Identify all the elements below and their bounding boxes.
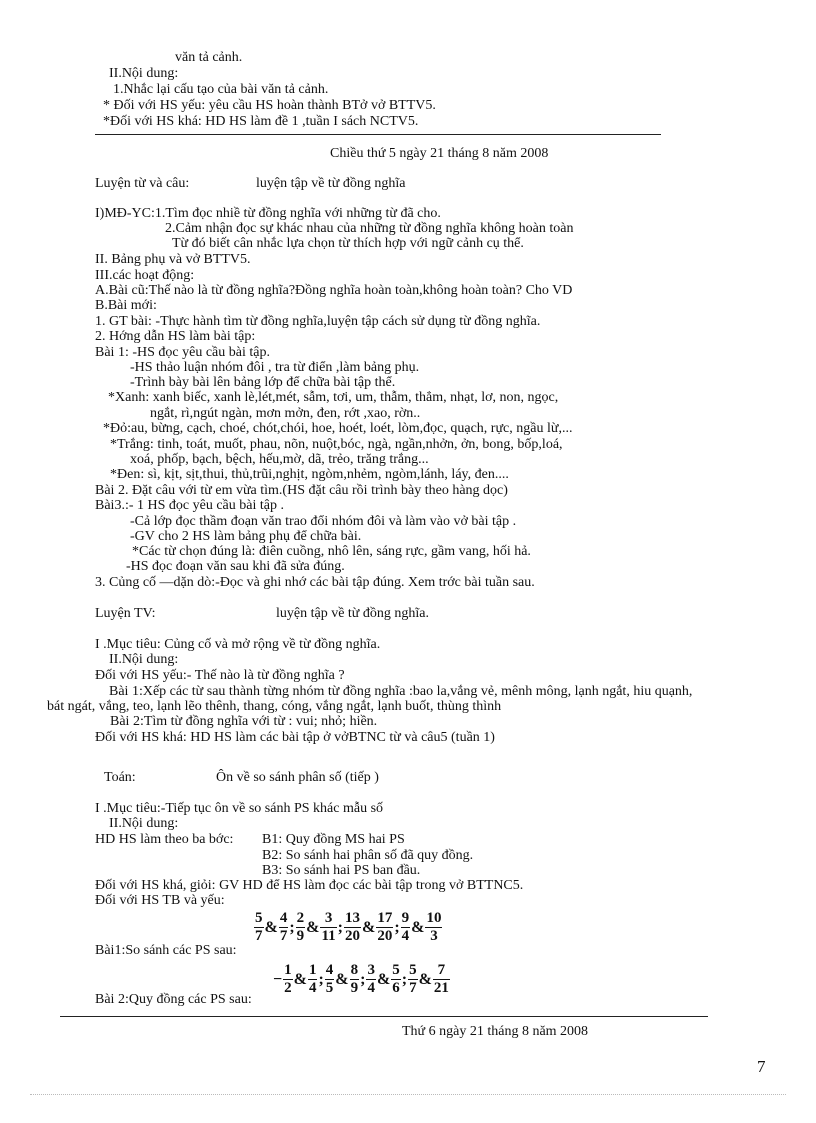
fraction-denominator: 4 (401, 928, 410, 944)
fraction-operator: ; (401, 970, 408, 988)
fraction (325, 962, 335, 997)
text-line: A.Bài cũ:Thế nào là từ đồng nghĩa?Đồng nghĩa hoàn toàn,không hoàn toàn? Cho VD (95, 283, 573, 298)
text-line: -GV cho 2 HS làm bảng phụ để chữa bài. (130, 529, 362, 544)
fraction-denominator: 3 (430, 928, 438, 944)
text-line: *Đối với HS khá: HD HS làm đề 1 ,tuần I sách NCTV5. (103, 114, 419, 129)
fraction-numerator: 13 (345, 910, 360, 926)
text-line: Bài3.:- 1 HS đọc yêu cầu bài tập . (95, 498, 284, 513)
text-line: Bài 2:Tìm từ đồng nghĩa với từ : vui; nhỏ; hiền. (110, 714, 378, 729)
fraction (279, 910, 289, 945)
fraction-denominator: 9 (350, 980, 359, 996)
fraction (408, 962, 418, 997)
subject-label: Luyện từ và câu: (95, 176, 190, 191)
fraction-numerator: 9 (401, 910, 410, 926)
text-line: Bài1:So sánh các PS sau: (95, 943, 237, 958)
fraction (391, 962, 401, 997)
section-heading: II.Nội dung: (109, 66, 179, 81)
fraction-numerator: 5 (255, 910, 263, 926)
fraction-denominator: 4 (367, 980, 375, 996)
text-line: ngắt, rì,ngút ngàn, mơn mởn, đen, rớt ,xao, rờn.. (150, 406, 421, 421)
fraction-comparison-row (272, 962, 450, 997)
fraction-numerator: 5 (392, 962, 400, 978)
text-line: 2.Cảm nhận đọc sự khác nhau của những từ đồng nghĩa không hoàn toàn (165, 221, 574, 236)
text-line: Đối với HS TB và yếu: (95, 893, 225, 908)
fraction-operator: & (264, 918, 278, 936)
fraction-operator: & (335, 970, 349, 988)
fraction-denominator: 7 (279, 928, 288, 944)
text-line: I .Mục tiêu: Củng cố và mở rộng về từ đồng nghĩa. (95, 637, 381, 652)
text-line: 1.Nhắc lại cấu tạo của bài văn tả cảnh. (113, 82, 329, 97)
fraction-denominator: 20 (345, 928, 360, 944)
lesson-title: luyện tập về từ đồng nghĩa. (276, 606, 430, 621)
fraction-numerator: 2 (296, 910, 305, 926)
fraction (376, 910, 393, 945)
fraction-operator: & (376, 970, 391, 988)
fraction (425, 910, 442, 945)
text-line: B3: So sánh hai PS ban đầu. (262, 863, 421, 878)
fraction-denominator: 6 (392, 980, 400, 996)
text-line: B.Bài mới: (95, 298, 157, 313)
fraction (283, 962, 293, 997)
text-line: B2: So sánh hai phân số đã quy đồng. (262, 848, 474, 863)
fraction-operator: ; (289, 918, 295, 936)
text-line: Bài 1: -HS đọc yêu cầu bài tập. (95, 345, 270, 360)
subject-label: Toán: (104, 770, 136, 785)
fraction-numerator: 3 (320, 910, 336, 928)
text-line: bát ngát, vắng, teo, lạnh lẽo thênh, thang, cóng, vắng ngắt, lạnh buốt, thùng thình (47, 699, 502, 714)
text-line: 3. Củng cố —dặn dò:-Đọc và ghi nhớ các bài tập đúng. Xem trớc bài tuần sau. (95, 575, 535, 590)
fraction-numerator: 4 (325, 962, 334, 978)
text-line: xoá, phốp, bạch, bệch, hếu,mờ, dã, trẻo, trăng trắng... (130, 452, 429, 467)
text-line: *Đỏ:au, bừng, cạch, choé, chót,chói, hoe, hoét, loét, lòm,đọc, quạch, rực, ngầu lừ,... (103, 421, 573, 436)
fraction-denominator: 9 (296, 928, 305, 944)
page-break-line (30, 1094, 786, 1095)
text-line: 1. GT bài: -Thực hành tìm từ đồng nghĩa,luyện tập cách sử dụng từ đồng nghĩa. (95, 314, 541, 329)
fraction-denominator: 7 (409, 980, 417, 996)
fraction (433, 962, 450, 997)
text-line: III.các hoạt động: (95, 268, 195, 283)
text-line: *Xanh: xanh biếc, xanh lè,lét,mét, sẫm, tơi, um, thẫm, thẳm, nhạt, lơ, non, ngọc, (108, 390, 559, 405)
subject-label: Luyện TV: (95, 606, 156, 621)
date-heading: Thứ 6 ngày 21 tháng 8 năm 2008 (402, 1024, 589, 1039)
fraction-numerator: 1 (284, 962, 292, 978)
fraction (254, 910, 264, 945)
fraction-operator: & (418, 970, 432, 988)
section-heading: II.Nội dung: (109, 652, 179, 667)
text-line: Bài 2:Quy đồng các PS sau: (95, 992, 252, 1007)
fraction-comparison-row (254, 910, 442, 945)
text-line: -Trình bày bài lên bảng lớp để chữa bài tập thể. (130, 375, 396, 390)
text-line: Bài 2. Đặt câu với từ em vừa tìm.(HS đặt câu rồi trình bày theo hàng dọc) (95, 483, 508, 498)
fraction-denominator: 11 (321, 928, 336, 944)
text-line: -HS đọc đoạn văn sau khi đã sửa đúng. (126, 559, 345, 574)
horizontal-rule (60, 1016, 708, 1017)
fraction-denominator: 4 (308, 980, 317, 996)
fraction-operator: ; (360, 970, 366, 988)
text-line: Từ đó biết cân nhắc lựa chọn từ thích hợp với ngữ cảnh cụ thể. (172, 236, 524, 251)
fraction-operator: ; (394, 918, 400, 936)
text-line: Đối với HS khá: HD HS làm các bài tập ở vởBTNC từ và câu5 (tuần 1) (95, 730, 495, 745)
fraction-numerator: 4 (279, 910, 288, 926)
text-line: I)MĐ-YC:1.Tìm đọc nhiề từ đồng nghĩa với những từ đã cho. (95, 206, 441, 221)
text-line: -HS thảo luận nhóm đôi , tra từ điển ,làm bảng phụ. (130, 360, 420, 375)
text-line: I .Mục tiêu:-Tiếp tục ôn về so sánh PS khác mẫu số (95, 801, 384, 816)
text-line: văn tả cảnh. (175, 50, 243, 65)
fraction-operator: − (273, 970, 283, 988)
fraction-denominator: 2 (284, 980, 292, 996)
fraction (366, 962, 376, 997)
fraction (401, 910, 411, 945)
text-line: * Đối với HS yếu: yêu cầu HS hoàn thành BTở vở BTTV5. (103, 98, 436, 113)
fraction-numerator: 3 (367, 962, 375, 978)
fraction (350, 962, 360, 997)
fraction-operator: ; (337, 918, 343, 936)
text-line: *Đen: sì, kịt, sịt,thui, thủ,trũi,nghịt, ngòm,nhẻm, ngòm,lánh, láy, đen.... (110, 467, 509, 482)
text-line: Đối với HS khá, giỏi: GV HD để HS làm đọc các bài tập trong vở BTTNC5. (95, 878, 524, 893)
text-line: II. Bảng phụ và vở BTTV5. (95, 252, 251, 267)
text-line: *Trắng: tinh, toát, muốt, phau, nõn, nuột,bóc, ngà, ngần,nhởn, ởn, bong, bốp,loá, (110, 437, 563, 452)
fraction-operator: ; (318, 970, 324, 988)
text-line: 2. Hớng dẫn HS làm bài tập: (95, 329, 256, 344)
fraction-operator: & (293, 970, 307, 988)
fraction-numerator: 5 (409, 962, 417, 978)
fraction (308, 962, 318, 997)
page-number: 7 (757, 1057, 766, 1076)
fraction-denominator: 5 (325, 980, 334, 996)
date-heading: Chiều thứ 5 ngày 21 tháng 8 năm 2008 (330, 146, 549, 161)
text-line: Bài 1:Xếp các từ sau thành từng nhóm từ đồng nghĩa :bao la,vắng vẻ, mênh mông, lạnh ngắt, hiu quạnh, (109, 684, 693, 699)
fraction (344, 910, 361, 945)
lesson-title: Ôn về so sánh phân số (tiếp ) (216, 770, 379, 785)
fraction-numerator: 10 (426, 910, 442, 926)
horizontal-rule (95, 134, 661, 135)
text-line: Đối với HS yếu:- Thế nào là từ đồng nghĩa ? (95, 668, 345, 683)
fraction-denominator: 7 (255, 928, 263, 944)
fraction-denominator: 20 (377, 928, 393, 944)
text-line: *Các từ chọn đúng là: điên cuồng, nhô lên, sáng rực, gầm vang, hối hả. (132, 544, 531, 559)
section-heading: II.Nội dung: (109, 816, 179, 831)
fraction-operator: & (411, 918, 425, 936)
text-line: HD HS làm theo ba bớc: (95, 832, 234, 847)
fraction (320, 910, 336, 945)
fraction-denominator: 21 (433, 980, 449, 996)
text-line: B1: Quy đồng MS hai PS (262, 832, 405, 847)
text-line: -Cả lớp đọc thầm đoạn văn trao đổi nhóm đôi và làm vào vở bài tập . (130, 514, 517, 529)
fraction (296, 910, 306, 945)
fraction-operator: & (362, 918, 376, 936)
fraction-numerator: 17 (377, 910, 393, 926)
fraction-operator: & (306, 918, 320, 936)
fraction-numerator: 7 (433, 962, 450, 980)
lesson-title: luyện tập về từ đồng nghĩa (256, 176, 406, 191)
fraction-numerator: 8 (350, 962, 359, 978)
fraction-numerator: 1 (308, 962, 317, 978)
